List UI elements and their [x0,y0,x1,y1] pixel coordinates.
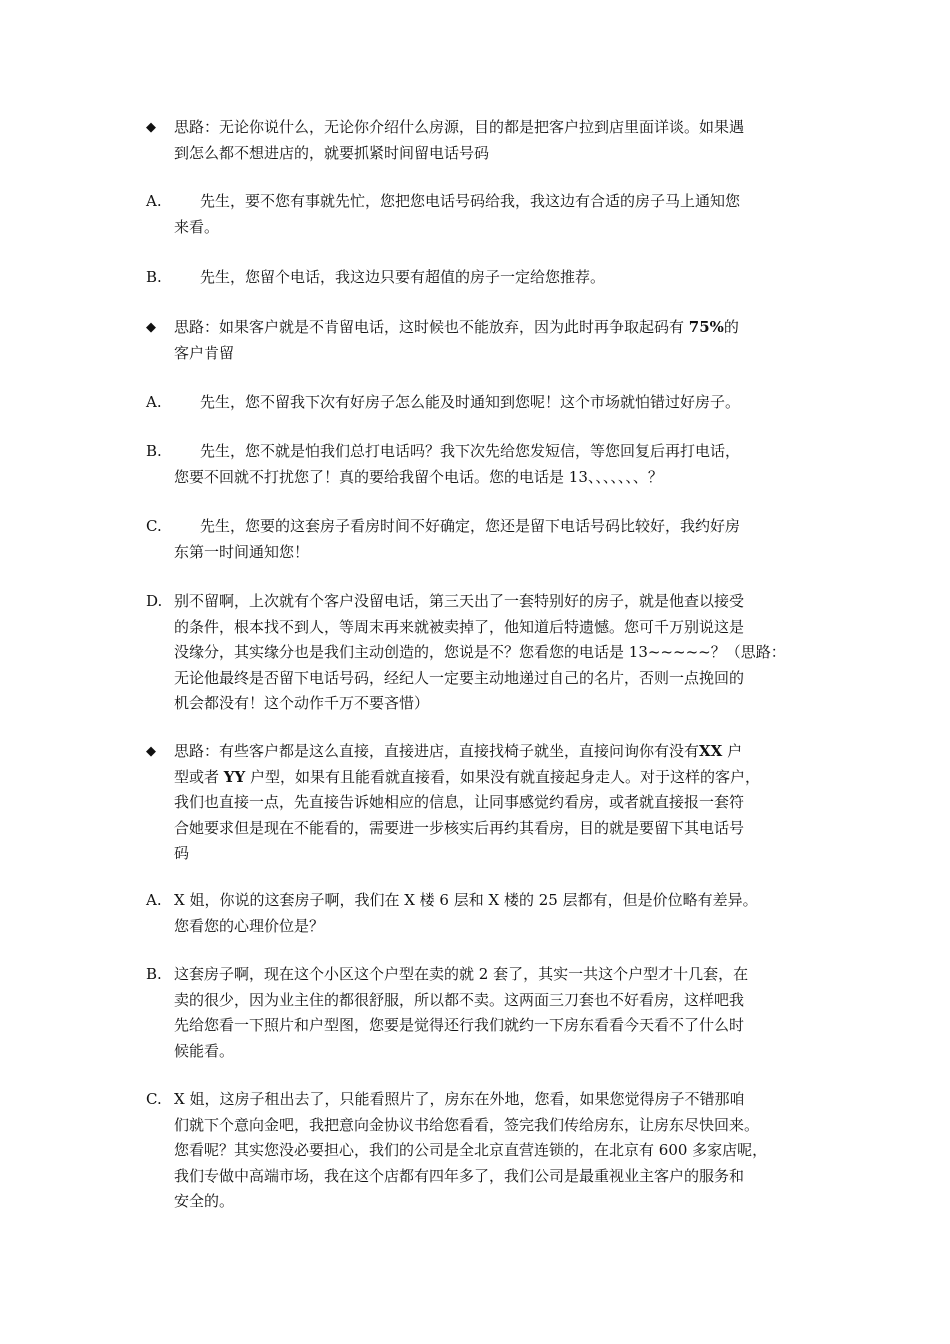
paragraph-line: 先生，您留个电话，我这边只要有超值的房子一定给您推荐。 [200,268,606,286]
option-c [146,1087,810,1215]
line-text: 户型，如果有且能看就直接看，如果没有就直接起身走人。对于这样的客户， [245,767,760,786]
option-label: B. [146,965,162,983]
paragraph-line: 先给您看一下照片和户型图，您要是觉得还行我们就约一下房东看看今天看不了什么时 [174,1016,745,1034]
option-label: D. [146,592,163,610]
option-label: C. [146,1090,162,1108]
option-d [146,589,810,717]
paragraph-line: 码 [174,844,190,862]
paragraph-line: 先生，您要的这套房子看房时间不好确定，您还是留下电话号码比较好，我约好房 [200,517,741,535]
diamond-bullet-icon: ◆ [146,120,156,135]
paragraph-line: 我们专做中高端市场，我在这个店都有四年多了，我们公司是最重视业主客户的服务和 [174,1166,745,1185]
paragraph-line: 我们也直接一点，先直接告诉她相应的信息，让同事感觉约看房，或者就直接报一套符 [174,793,745,811]
paragraph-line: 别不留啊，上次就有个客户没留电话，第三天出了一套特别好的房子，就是他查以接受 [174,592,745,610]
paragraph-line: 您看呢？其实您没必要担心，我们的公司是全北京直营连锁的，在北京有 600 多家店呢， [174,1141,768,1159]
unit-type-highlight: YY [223,767,246,786]
paragraph-line: 到怎么都不想进店的，就要抓紧时间留电话号码 [174,143,490,162]
paragraph-line: 卖的很少，因为业主住的都很舒服，所以都不卖。这两面三刀套也不好看房，这样吧我 [174,990,745,1009]
paragraph-line: 先生，要不您有事就先忙，您把您电话号码给我，我这边有合适的房子马上通知您 [200,192,741,210]
paragraph-line: 客户肯留 [174,343,235,362]
option-b [146,439,810,490]
option-b [146,265,810,291]
option-label: A. [146,891,162,909]
paragraph-line: 合她要求但是现在不能看的，需要进一步核实后再约其看房，目的就是要留下其电话号 [174,818,745,837]
unit-type-highlight: XX [699,742,723,760]
option-label: B. [146,442,162,460]
line-text: 型或者 [174,767,224,786]
paragraph-line [174,739,810,765]
line-text: 思路：有些客户都是这么直接，直接进店，直接找椅子就坐，直接问询你有没有 [174,742,700,760]
diamond-bullet-icon: ◆ [146,320,156,335]
paragraph-line: 没缘分，其实缘分也是我们主动创造的，您说是不？您看您的电话是 13~~~~~？（思路： [174,643,786,661]
option-a [146,888,810,939]
option-label: C. [146,517,162,535]
diamond-bullet-icon: ◆ [146,744,156,759]
paragraph-line: 机会都没有！这个动作千万不要吝惜） [174,694,430,712]
paragraph-line: 们就下个意向金吧，我把意向金协议书给您看看，签完我们传给房东，让房东尽快回来。 [174,1115,760,1134]
paragraph-line [174,315,810,341]
strategy-note [146,739,810,867]
paragraph-line: 东第一时间通知您！ [174,542,310,561]
paragraph-line: 安全的。 [174,1192,235,1210]
option-b [146,962,810,1064]
strategy-note [146,315,810,366]
option-label: A. [146,192,162,210]
paragraph-line: 的条件，根本找不到人，等周末再来就被卖掉了，他知道后特遗憾。您可千万别说这是 [174,617,745,636]
paragraph-line: 来看。 [174,217,220,236]
paragraph-line: 先生，您不留我下次有好房子怎么能及时通知到您呢！这个市场就怕错过好房子。 [200,393,741,411]
strategy-note [146,115,810,166]
paragraph-line [174,765,810,791]
option-c [146,514,810,565]
option-label: A. [146,393,162,411]
paragraph-line: 无论他最终是否留下电话号码，经纪人一定要主动地递过自己的名片，否则一点挽回的 [174,668,745,687]
line-text: 思路：如果客户就是不肯留电话，这时候也不能放弃，因为此时再争取起码有 [174,318,689,336]
paragraph-line: 思路：无论你说什么，无论你介绍什么房源，目的都是把客户拉到店里面详谈。如果遇 [174,118,745,136]
paragraph-line: 这套房子啊，现在这个小区这个户型在卖的就 2 套了，其实一共这个户型才十几套，在 [174,965,749,983]
paragraph-line: 您要不回就不打扰您了！真的要给我留个电话。您的电话是 13、、、、、、、？ [174,467,663,486]
line-text: 户 [722,742,743,760]
option-label: B. [146,268,162,286]
paragraph-line: X 姐，你说的这套房子啊，我们在 X 楼 6 层和 X 楼的 25 层都有，但是价位略有差异。 [174,891,758,909]
option-a [146,390,810,416]
percentage-highlight: 75% [688,318,724,336]
line-text: 的 [723,318,739,336]
paragraph-line: 您看您的心理价位是？ [174,916,325,935]
paragraph-line: 候能看。 [174,1041,235,1060]
option-a [146,189,810,240]
paragraph-line: X 姐，这房子租出去了，只能看照片了，房东在外地，您看，如果您觉得房子不错那咱 [174,1090,745,1108]
paragraph-line: 先生，您不就是怕我们总打电话吗？我下次先给您发短信，等您回复后再打电话， [200,442,741,460]
